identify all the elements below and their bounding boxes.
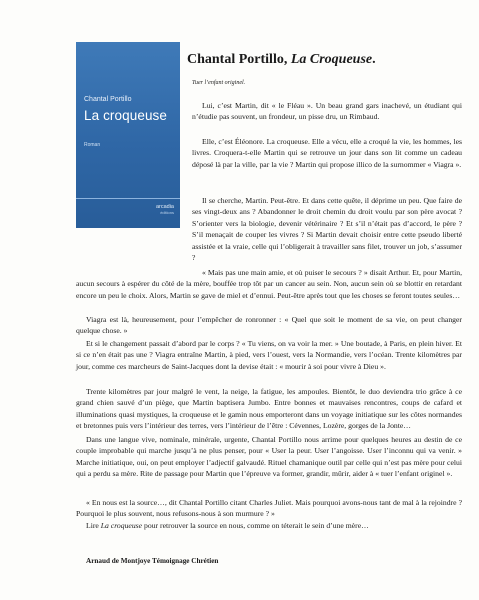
paragraph-8: Dans une langue vive, nominale, minérale, urgente, Chantal Portillo nous arrime pour quelques heures au destin de ce couple improbable qui marche jusqu’à ne plus penser, pour « User la peur. User l’angoisse. User l’inconnu qui va venir. » Marche initiatique, oui, on peut employer l’adjectif galvaudé. Rituel chamanique outil par celle qui n’est pas mère pour celui qui a perdu sa mère. Rite de passage pour Martin que l’épreuve va former, grandir, mûrir, aider à « tuer l’enfant originel ». <box>76 435 462 479</box>
cover-publisher: arcadia <box>155 204 174 210</box>
signature: Arnaud de Montjoye Témoignage Chrétien <box>86 557 219 565</box>
heading-author: Chantal Portillo, <box>187 52 291 67</box>
paragraph-4: « Mais pas une main amie, et où puiser le secours ? » disait Arthur. Et, pour Martin, aucun secours à espérer du côté de la mère, bouffée trop tôt par un cancer au sein. Non, aucun sein où se blottir en retardant encore un peu le choix. Alors, Martin se gave de miel et d’ennui. Peut-être après tout que les choses se feront toutes seules… <box>76 268 462 300</box>
cover-divider <box>76 198 180 199</box>
paragraph-7: Trente kilomètres par jour malgré le vent, la neige, la fatigue, les ampoules. Bientôt, le duo deviendra trio grâce à ce grand chien sauvé d’un piège, que Martin baptisera Jumbo. Entre bonnes et mauvaises rencontres, coups de cafard et illuminations quasi mystiques, la croqueuse et le gamin nous emporteront dans un voyage initiatique sur les côtes normandes et bretonnes puis vers l’intérieur des terres, vers l’intérieur de l’être : Cévennes, Lozère, gorges de la Jonte… <box>76 387 462 431</box>
heading-book-title: La Croqueuse <box>290 52 373 67</box>
last-paragraph-pre: Lire <box>86 521 101 530</box>
heading-period: . <box>372 52 376 67</box>
last-paragraph-post: pour retrouver la source en nous, comme on téterait le sein d’une mère… <box>142 521 369 530</box>
paragraph-2: Elle, c’est Éléonore. La croqueuse. Elle a vécu, elle a croqué la vie, les hommes, les livres. Croquera-t-elle Martin qui se retrouve un jour dans son lit comme un cadeau déposé là par la ville, par la vie ? Martin qui propose illico de la surnommer « Viagra ». <box>192 137 462 169</box>
book-cover <box>76 42 180 228</box>
cover-publisher-sub: éditions <box>160 210 174 215</box>
article-subtitle: Tuer l’enfant originel. <box>192 80 246 86</box>
article-heading <box>187 52 376 68</box>
paragraph-9: « En nous est la source…, dit Chantal Portillo citant Charles Juliet. Mais pourquoi avons-nous tant de mal à la rejoindre ? Pourquoi le plus souvent, nous refusons-nous à son murmure ? » <box>76 498 462 519</box>
paragraph-1: Lui, c’est Martin, dit « le Fléau ». Un beau grand gars inachevé, un étudiant qui n’étudie pas souvent, un frondeur, un pisse dru, un Rimbaud. <box>192 101 462 122</box>
paragraph-5: Viagra est là, heureusement, pour l’empêcher de ronronner : « Quel que soit le moment de sa vie, on peut changer quelque chose. » <box>76 315 462 336</box>
cover-publisher-logo <box>156 204 174 216</box>
paragraph-6: Et si le changement passait d’abord par le corps ? « Tu viens, on va voir la mer. » Une boutade, à Paris, en plein hiver. Et si ce n’en était pas une ? Viagra entraîne Martin, à pied, vers l’ouest, vers la Normandie, vers l’océan. Trente kilomètres par jour, comme ces marcheurs de Saint-Jacques dont la devise était : « mourir à soi pour vivre à Dieu ». <box>76 339 462 371</box>
paragraph-3: Il se cherche, Martin. Peut-être. Et dans cette quête, il déprime un peu. Que faire de ses vingt-deux ans ? Abandonner le droit chemin du droit voulu par son père avocat ? S’orienter vers la biologie, devenir vétérinaire ? Et s’il n’était pas d’accord, le père ? S’il menaçait de couper les vivres ? Si Martin devait choisir entre cette pseudo liberté assistée et la vraie, celle qui l’obligerait à travailler sans filet, trouver un job, s’assumer ? <box>192 196 462 263</box>
cover-genre: Roman <box>84 142 101 148</box>
paragraph-10 <box>76 520 462 531</box>
cover-author: Chantal Portillo <box>84 96 132 103</box>
cover-title: La croqueuse <box>84 108 168 123</box>
last-paragraph-book-title: La croqueuse <box>100 521 143 530</box>
